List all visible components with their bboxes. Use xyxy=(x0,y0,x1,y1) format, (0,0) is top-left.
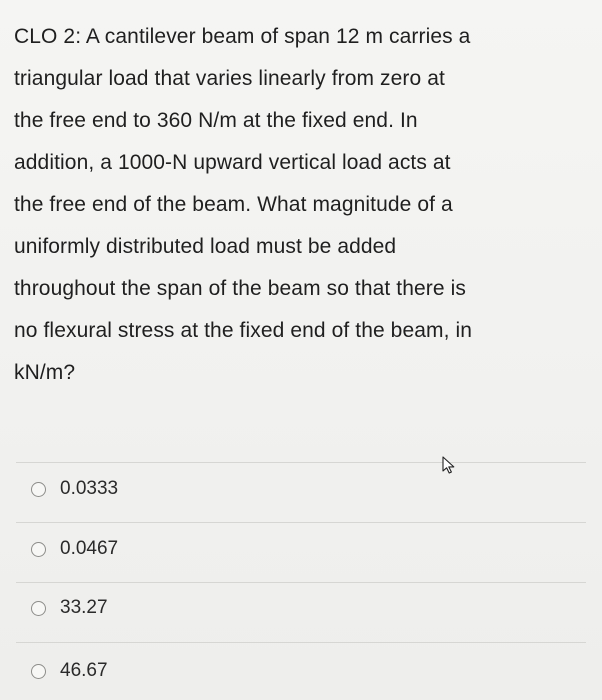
divider xyxy=(16,642,586,643)
radio-button[interactable] xyxy=(31,664,46,679)
divider xyxy=(16,462,586,463)
mouse-pointer-icon xyxy=(441,456,457,474)
divider xyxy=(16,522,586,523)
divider xyxy=(16,582,586,583)
question-text: CLO 2: A cantilever beam of span 12 m carries a triangular load that varies linearly from zero at the free end to 360 N/m at the fixed end. In addition, a 1000-N upward vertical load acts at the free end of the beam. What magnitude of a uniformly distributed load must be added throughout the span of the beam so that there is no flexural stress at the fixed end of the beam, in kN/m? xyxy=(14,25,473,384)
answer-option-label: 0.0333 xyxy=(60,478,119,499)
radio-button[interactable] xyxy=(31,482,46,497)
answer-option-2[interactable] xyxy=(31,594,108,622)
answer-option-label: 0.0467 xyxy=(60,538,119,559)
answer-option-label: 46.67 xyxy=(60,660,108,681)
radio-button[interactable] xyxy=(31,542,46,557)
answer-option-1[interactable] xyxy=(31,535,118,563)
answer-option-3[interactable] xyxy=(31,657,108,685)
answer-option-0[interactable] xyxy=(31,475,118,503)
answer-option-label: 33.27 xyxy=(60,597,108,618)
radio-button[interactable] xyxy=(31,601,46,616)
